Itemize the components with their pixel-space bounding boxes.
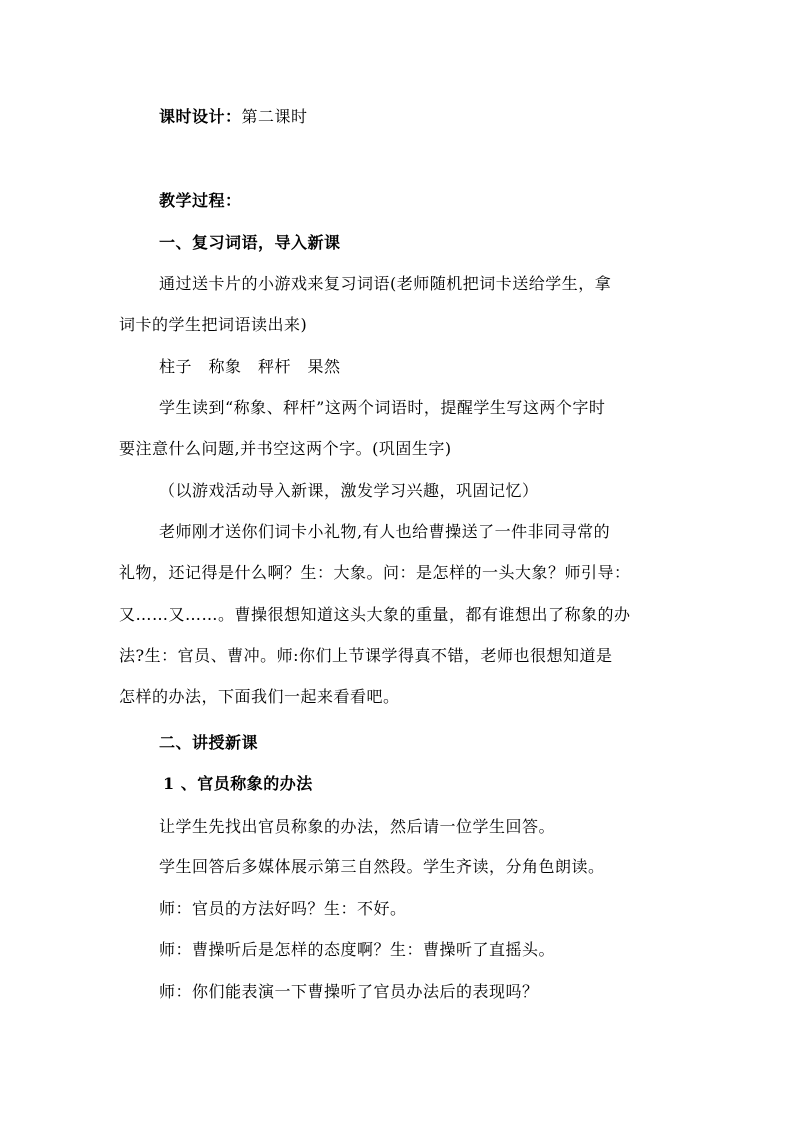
section-1-paragraph-2-line-1: 学生读到“称象、秤杆”这两个词语时，提醒学生写这两个字时 xyxy=(159,398,606,417)
section-1-paragraph-3-line-1: 老师刚才送你们词卡小礼物,有人也给曹操送了一件非同寻常的 xyxy=(159,522,611,541)
lesson-design-label: 课时设计： xyxy=(159,107,242,126)
lesson-design-value: 第二课时 xyxy=(241,107,308,126)
lesson-design-line xyxy=(159,107,308,127)
section-2-subheading-1: 1 、官员称象的办法 xyxy=(163,774,313,793)
section-1-heading: 一、复习词语，导入新课 xyxy=(159,233,341,252)
section-2-line-4: 师：曹操听后是怎样的态度啊？生：曹操听了直摇头。 xyxy=(159,940,556,959)
section-1-note: （以游戏活动导入新课，激发学习兴趣，巩固记忆） xyxy=(159,481,539,500)
teaching-process-heading: 教学过程： xyxy=(159,191,242,210)
section-1-paragraph-3-line-2: 礼物，还记得是什么啊？生：大象。问：是怎样的一头大象？师引导： xyxy=(119,563,631,582)
section-1-paragraph-2-line-2: 要注意什么问题,并书空这两个字。(巩固生字) xyxy=(119,439,452,458)
review-words: 柱子 称象 秤杆 果然 xyxy=(159,357,341,376)
section-2-line-5: 师：你们能表演一下曹操听了官员办法后的表现吗？ xyxy=(159,982,539,1001)
section-1-paragraph-3-line-5: 怎样的办法，下面我们一起来看看吧。 xyxy=(119,687,400,706)
section-1-paragraph-3-line-3: 又……又……。曹操很想知道这头大象的重量，都有谁想出了称象的办 xyxy=(119,605,631,624)
section-2-line-2: 学生回答后多媒体展示第三自然段。学生齐读，分角色朗读。 xyxy=(159,857,605,876)
section-1-paragraph-3-line-4: 法?生：官员、曹冲。师:你们上节课学得真不错，老师也很想知道是 xyxy=(119,646,613,665)
section-1-paragraph-1-line-1: 通过送卡片的小游戏来复习词语(老师随机把词卡送给学生，拿 xyxy=(159,274,612,293)
section-2-heading: 二、讲授新课 xyxy=(159,733,259,752)
section-2-line-1: 让学生先找出官员称象的办法，然后请一位学生回答。 xyxy=(159,817,556,836)
section-2-line-3: 师：官员的方法好吗？生：不好。 xyxy=(159,899,407,918)
section-1-paragraph-1-line-2: 词卡的学生把词语读出来) xyxy=(119,315,308,334)
